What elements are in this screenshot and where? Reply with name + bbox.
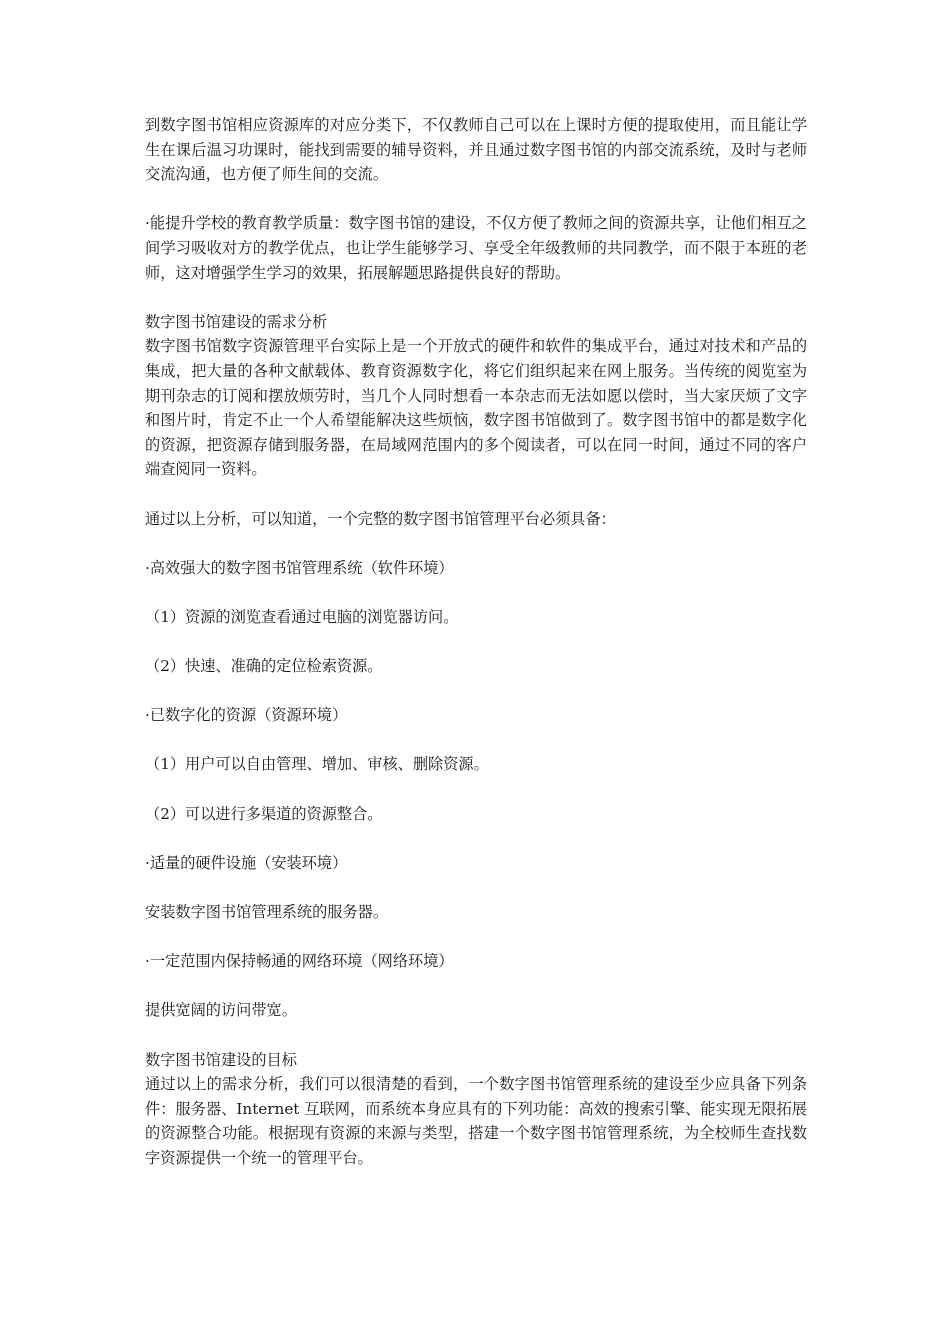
paragraph-bandwidth: 提供宽阔的访问带宽。: [145, 1001, 297, 1020]
list-subitem-browser-access: （1）资源的浏览查看通过电脑的浏览器访问。: [145, 607, 459, 626]
paragraph-goals-description: 通过以上的需求分析，我们可以很清楚的看到，一个数字图书馆管理系统的建设至少应具备下列条件：服务器、Internet 互联网，而系统本身应具有的下列功能：高效的搜索引擎、能实现无限拓展的资源整合功能。根据现有资源的来源与类型，搭建一个数字图书馆管理系统，为全校师生查找数字资源提供一个统一的管理平台。: [145, 1075, 807, 1167]
section-heading-requirements: 数字图书馆建设的需求分析: [145, 312, 328, 331]
paragraph-server: 安装数字图书馆管理系统的服务器。: [145, 903, 388, 921]
list-subitem-fast-search: （2）快速、准确的定位检索资源。: [145, 657, 383, 676]
list-item-network-environment: ·一定范围内保持畅通的网络环境（网络环境）: [145, 952, 454, 971]
document-page: [145, 113, 807, 1195]
paragraph-teaching-quality: ·能提升学校的教育教学质量：数字图书馆的建设，不仅方便了教师之间的资源共享，让他们相互之间学习吸收对方的教学优点，也让学生能够学习、享受全年级教师的共同教学，而不限于本班的老师，这对增强学生学习的效果，拓展解题思路提供良好的帮助。: [145, 214, 807, 282]
list-item-resource-environment: ·已数字化的资源（资源环境）: [145, 706, 348, 725]
paragraph-analysis-summary: 通过以上分析，可以知道，一个完整的数字图书馆管理平台必须具备：: [145, 509, 616, 528]
paragraph-platform-description: 数字图书馆数字资源管理平台实际上是一个开放式的硬件和软件的集成平台，通过对技术和产品的集成，把大量的各种文献载体、教育资源数字化，将它们组织起来在网上服务。当传统的阅览室为期刊杂志的订阅和摆放烦劳时，当几个人同时想看一本杂志而无法如愿以偿时，当大家厌烦了文字和图片时，肯定不止一个人希望能解决这些烦恼，数字图书馆做到了。数字图书馆中的都是数字化的资源，把资源存储到服务器，在局域网范围内的多个阅读者，可以在同一时间，通过不同的客户端查阅同一资料。: [145, 337, 807, 479]
list-item-software-environment: ·高效强大的数字图书馆管理系统（软件环境）: [145, 558, 454, 577]
list-item-hardware-environment: ·适量的硬件设施（安装环境）: [145, 853, 348, 872]
section-heading-goals: 数字图书馆建设的目标: [145, 1050, 297, 1069]
list-subitem-manage-resources: （1）用户可以自由管理、增加、审核、删除资源。: [145, 755, 489, 774]
paragraph-library-benefit: 到数字图书馆相应资源库的对应分类下，不仅教师自己可以在上课时方便的提取使用，而且能让学生在课后温习功课时，能找到需要的辅导资料，并且通过数字图书馆的内部交流系统，及时与老师交流沟通，也方便了师生间的交流。: [145, 116, 807, 184]
list-subitem-integration: （2）可以进行多渠道的资源整合。: [145, 804, 383, 823]
